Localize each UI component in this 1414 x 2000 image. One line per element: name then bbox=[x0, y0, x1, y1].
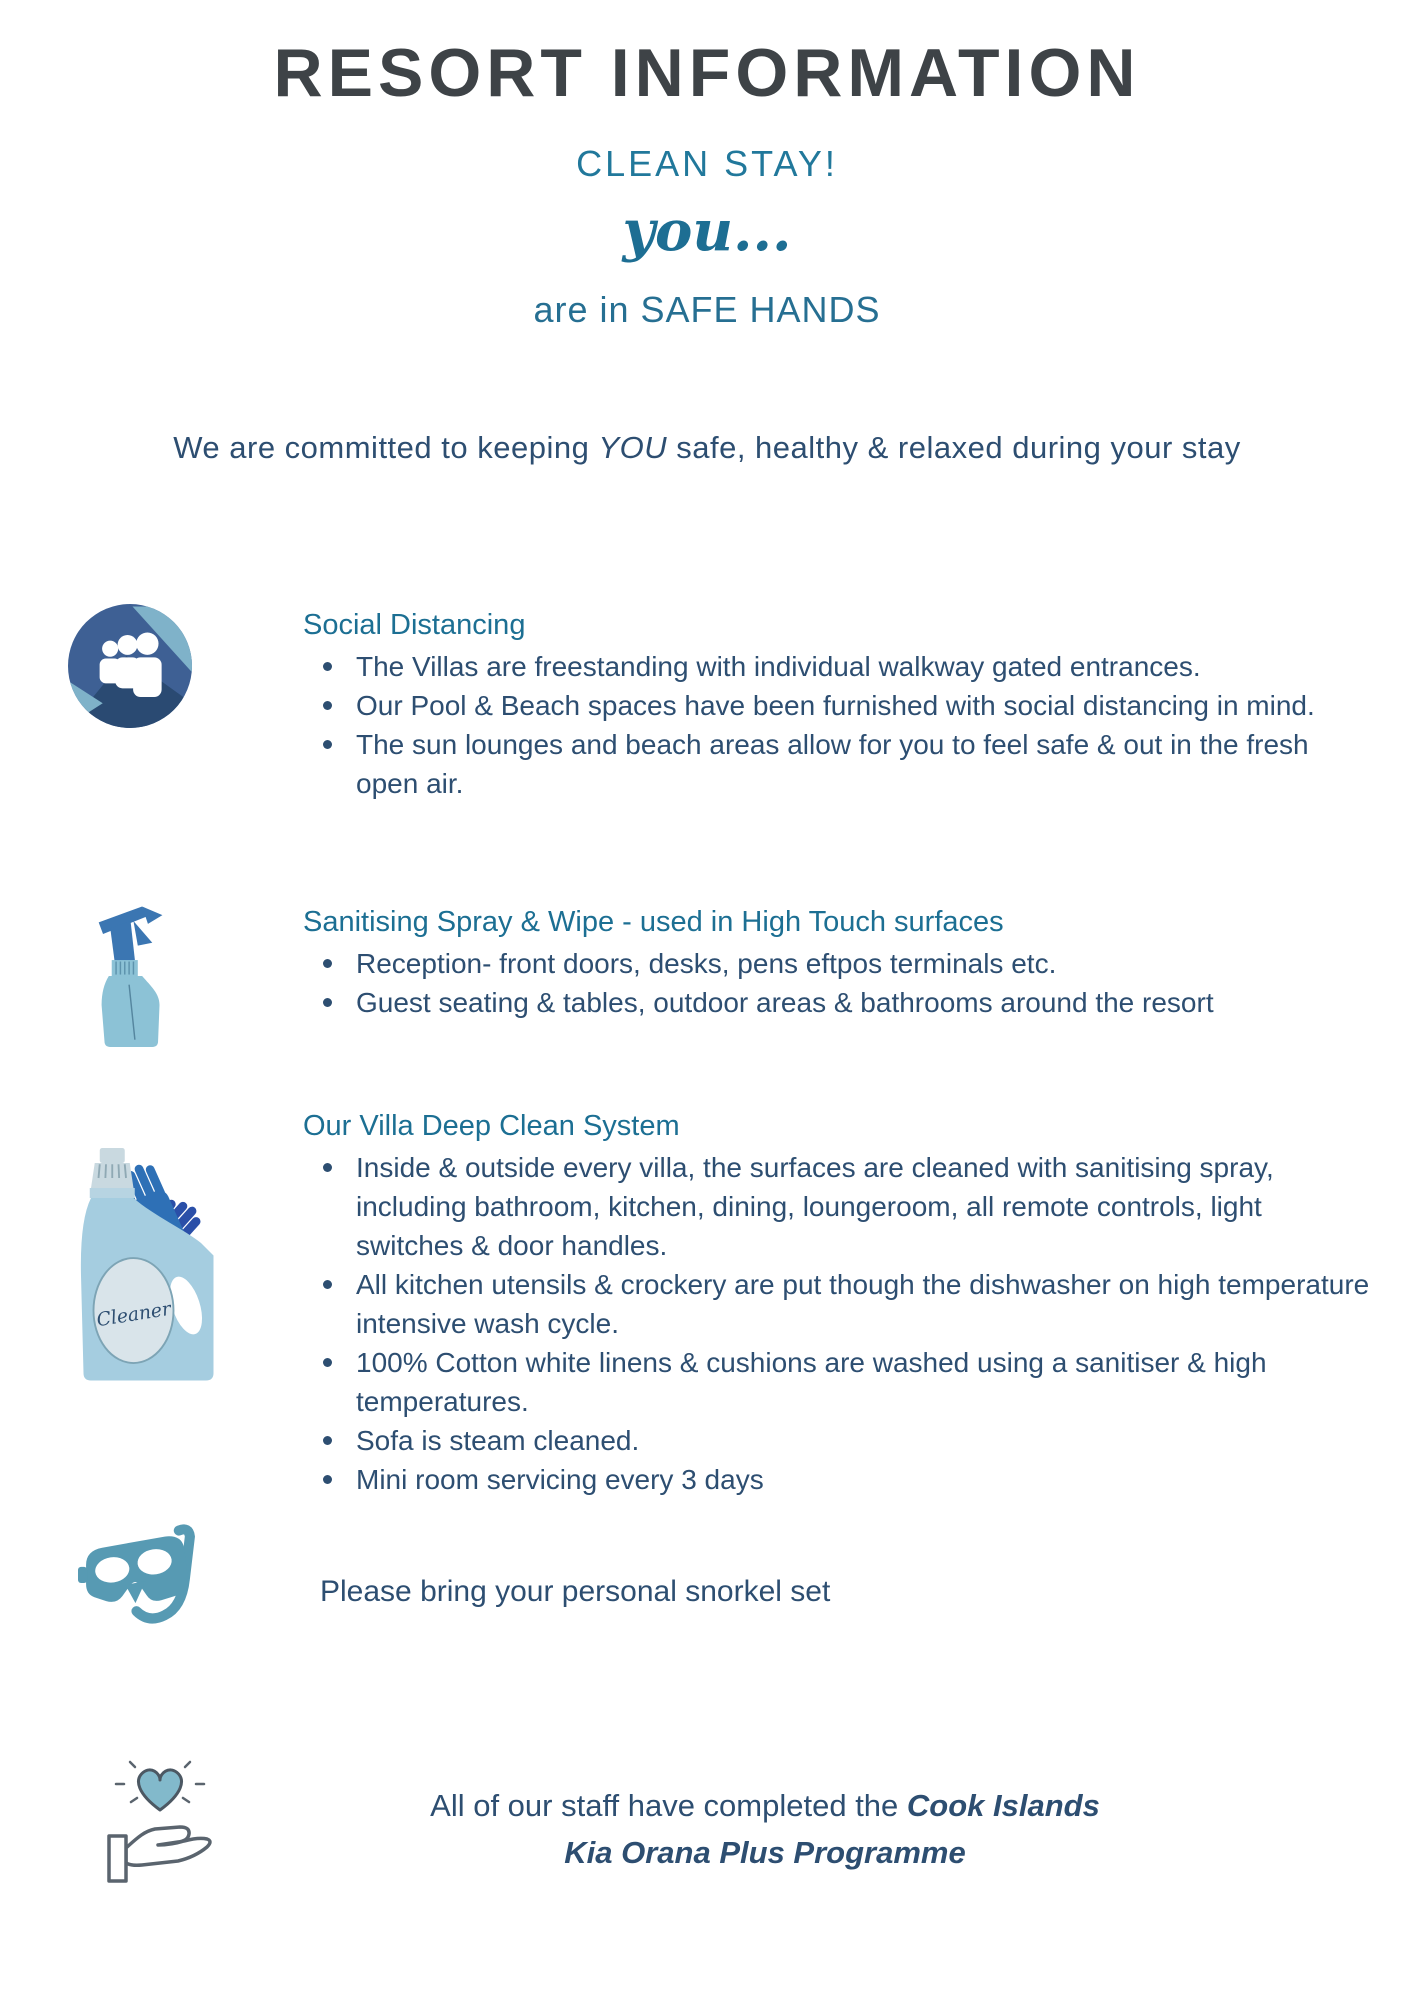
subtitle-clean-stay: CLEAN STAY! bbox=[576, 143, 838, 184]
bullet-item: Our Pool & Beach spaces have been furnished with social distancing in mind. bbox=[303, 686, 1375, 725]
social-distancing-icon bbox=[68, 604, 192, 728]
subtitle-safe-hands: are in SAFE HANDS bbox=[533, 289, 881, 330]
snorkel-icon bbox=[78, 1522, 204, 1652]
section-heading: Sanitising Spray & Wipe - used in High Touch surfaces bbox=[303, 906, 1004, 938]
footer-note bbox=[300, 1782, 1230, 1876]
intro-emphasis: YOU bbox=[598, 430, 668, 465]
bullet-list bbox=[303, 944, 1375, 1022]
deep-clean-section bbox=[303, 1109, 1375, 1499]
footer-emphasis-1: Cook Islands bbox=[906, 1788, 1100, 1823]
script-you-text: you... bbox=[622, 198, 792, 264]
bullet-item: Inside & outside every villa, the surfaces are cleaned with sanitising spray, including bathroom, kitchen, dining, loungeroom, all remote controls, light switches & door handles. bbox=[303, 1148, 1375, 1265]
intro-prefix: We are committed to keeping bbox=[173, 430, 599, 465]
bullet-item: The Villas are freestanding with individual walkway gated entrances. bbox=[303, 647, 1375, 686]
intro-line bbox=[0, 430, 1414, 466]
section-heading: Our Villa Deep Clean System bbox=[303, 1110, 680, 1142]
social-distancing-section bbox=[303, 608, 1375, 803]
bullet-item: Sofa is steam cleaned. bbox=[303, 1421, 1375, 1460]
snorkel-note: Please bring your personal snorkel set bbox=[320, 1575, 831, 1608]
bullet-item: 100% Cotton white linens & cushions are washed using a sanitiser & high temperatures. bbox=[303, 1343, 1375, 1421]
bullet-item: Reception- front doors, desks, pens eftpos terminals etc. bbox=[303, 944, 1375, 983]
bullet-list bbox=[303, 1148, 1375, 1499]
bullet-item: Mini room servicing every 3 days bbox=[303, 1460, 1375, 1499]
intro-suffix: safe, healthy & relaxed during your stay bbox=[667, 430, 1241, 465]
bullet-item: Guest seating & tables, outdoor areas & bathrooms around the resort bbox=[303, 983, 1375, 1022]
cleaner-label: Cleaner bbox=[95, 1298, 173, 1332]
page-title: RESORT INFORMATION bbox=[273, 35, 1141, 111]
cleaner-bottle-icon bbox=[76, 1138, 226, 1388]
footer-prefix: All of our staff have completed the bbox=[430, 1788, 907, 1823]
bullet-item: The sun lounges and beach areas allow for you to feel safe & out in the fresh open air. bbox=[303, 725, 1375, 803]
bullet-item: All kitchen utensils & crockery are put though the dishwasher on high temperature intensive wash cycle. bbox=[303, 1265, 1375, 1343]
footer-emphasis-2: Kia Orana Plus Programme bbox=[564, 1835, 966, 1870]
sanitising-spray-section bbox=[303, 905, 1375, 1022]
hand-heart-icon bbox=[100, 1752, 220, 1902]
section-heading: Social Distancing bbox=[303, 609, 526, 641]
bullet-list bbox=[303, 647, 1375, 803]
spray-bottle-icon bbox=[90, 902, 174, 1050]
